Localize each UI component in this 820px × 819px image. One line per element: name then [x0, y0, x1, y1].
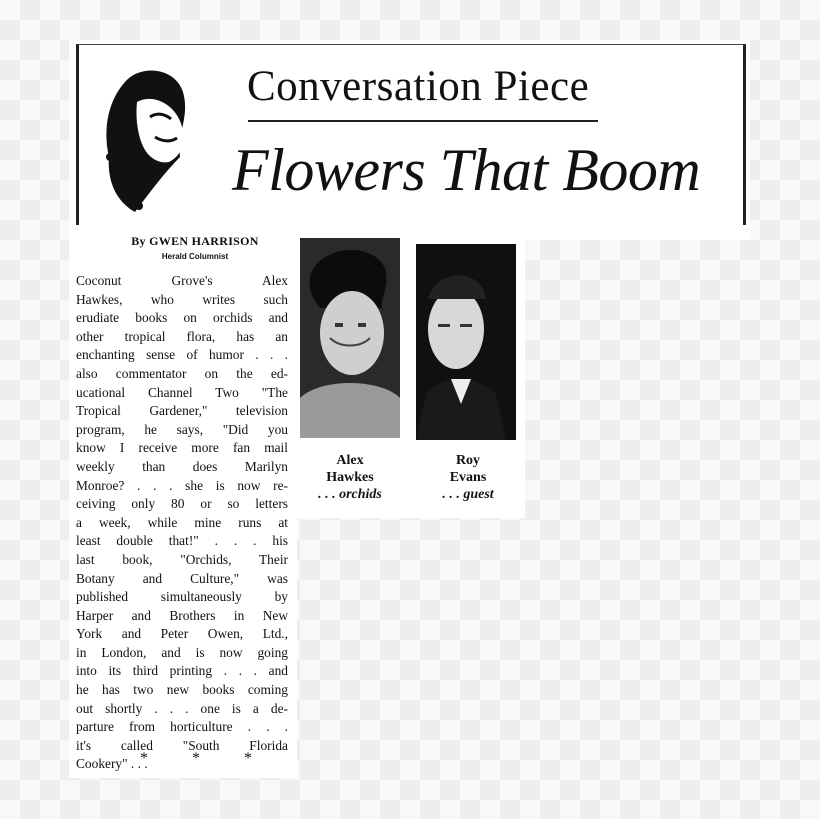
article-body [76, 272, 288, 774]
headline: Flowers That Boom [232, 137, 701, 203]
article-line: ucational Channel Two "The [76, 384, 288, 400]
article-line: it's called "South Florida [76, 737, 288, 753]
byline-author: By GWEN HARRISON [131, 234, 259, 248]
caption-role: . . . orchids [318, 487, 382, 502]
article-line: a week, while mine runs at [76, 514, 288, 530]
caption-name-last: Evans [449, 470, 487, 485]
article-line: Hawkes, who writes such [76, 291, 288, 307]
article-line: he has two new books coming [76, 682, 288, 698]
article-line: other tropical flora, has an [76, 328, 288, 344]
article-line: Botany and Culture," was [76, 570, 288, 586]
article-line: ceiving only 80 or so letters [76, 496, 288, 512]
article-line: weekly than does Marilyn [76, 458, 288, 474]
kicker-title: Conversation Piece [247, 63, 590, 110]
article-line: published simultaneously by [76, 589, 288, 605]
article-line: into its third printing . . . and [76, 663, 288, 679]
section-stars: * * * [140, 750, 272, 767]
caption-name-first: Roy [455, 453, 481, 468]
article-line: in London, and is now going [76, 644, 288, 660]
caption-name-last: Hawkes [326, 470, 374, 485]
article-line: program, he says, "Did you [76, 421, 288, 437]
article-line: Harper and Brothers in New [76, 607, 288, 623]
article-line: parture from horticulture . . . [76, 719, 288, 735]
caption-role: . . . guest [442, 487, 494, 502]
article-line: least double that!" . . . his [76, 533, 288, 549]
article-line: enchanting sense of humor . . . [76, 347, 288, 363]
article-line: Monroe? . . . she is now re- [76, 477, 288, 493]
article-line: erudiate books on orchids and [76, 310, 288, 326]
article-line: York and Peter Owen, Ltd., [76, 626, 288, 642]
caption-alex [300, 452, 400, 503]
article-line: Coconut Grove's Alex [76, 273, 288, 288]
kicker-rule [248, 120, 598, 122]
article-line: know I receive more fan mail [76, 440, 288, 456]
caption-roy [418, 452, 518, 503]
article-line: Tropical Gardener," television [76, 403, 288, 419]
caricature-logo [95, 62, 205, 222]
photo-alex-hawkes [300, 238, 400, 438]
article-line: out shortly . . . one is a de- [76, 700, 288, 716]
article-line: last book, "Orchids, Their [76, 551, 288, 567]
article-line: also commentator on the ed- [76, 365, 288, 381]
photo-roy-evans [416, 244, 516, 440]
byline-title: Herald Columnist [161, 252, 229, 261]
article-line: Cookery" . . . [76, 756, 148, 772]
caption-name-first: Alex [336, 453, 364, 468]
